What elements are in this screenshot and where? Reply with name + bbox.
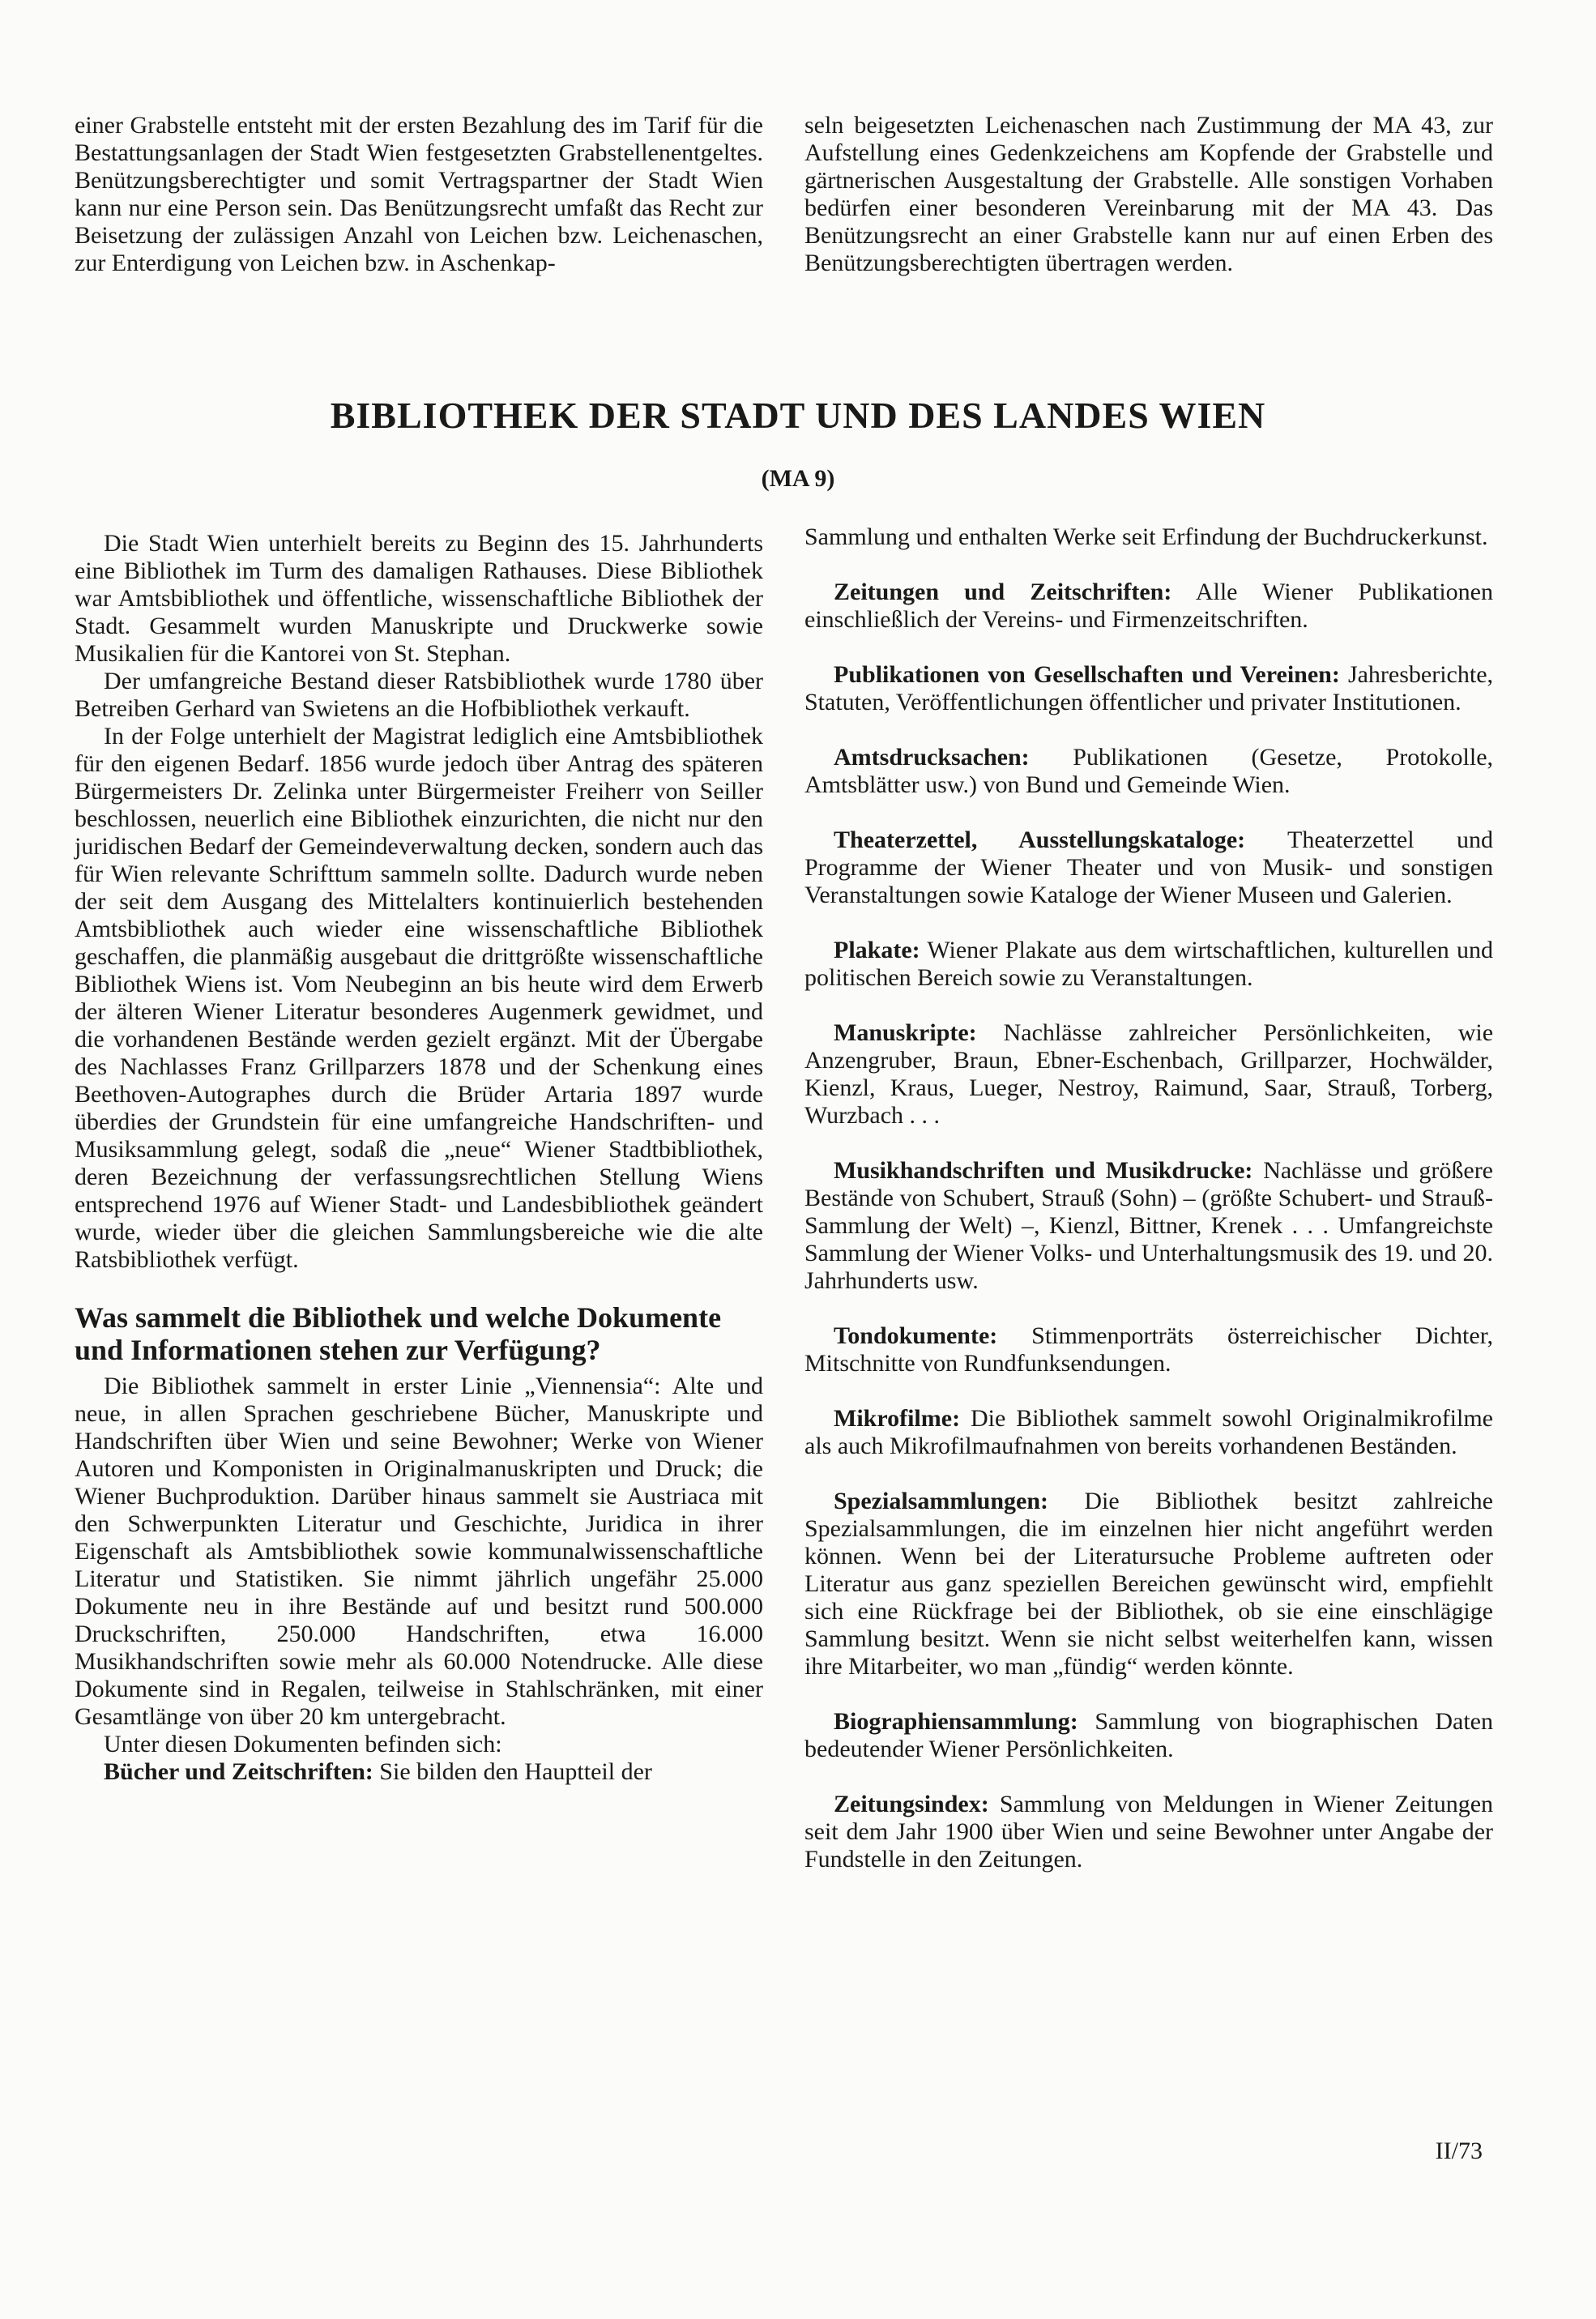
entry-books-text: Sie bilden den Hauptteil der: [379, 1758, 652, 1785]
entry-text: Publikationen (Gesetze, Protokolle, Amtsblätter usw.) von Bund und Gemeinde Wien.: [804, 744, 1494, 798]
entry-text: Stimmenporträts österreichischer Dichter, Mitschnitte von Rundfunksendungen.: [804, 1322, 1493, 1377]
section-subtitle: (MA 9): [761, 465, 835, 492]
burial-text-left: einer Grabstelle entsteht mit der ersten Bezahlung des im Tarif für die Bestattungsanlagen der Stadt Wien festgesetzten Grabstellenentgeltes. Benützungsberechtigter und somit Vertragspartner der Stadt Wien kann nur eine Person sein. Das Benützungsrecht umfaßt das Recht zur Beisetzung der zulässigen Anzahl von Leichen bzw. Leichenaschen, zur Enterdigung von Leichen bzw. in Aschenkap-: [75, 112, 763, 276]
top-left-column: [75, 112, 763, 277]
entry-text: Wiener Plakate aus dem wirtschaftlichen, kulturellen und politischen Bereich sowie zu Veranstaltungen.: [804, 937, 1493, 991]
entry-official-prints: [804, 744, 1493, 799]
entry-label: Biographiensammlung:: [834, 1708, 1078, 1735]
entry-label: Manuskripte:: [834, 1019, 977, 1046]
top-right-column: [804, 112, 1493, 277]
entry-manuscripts: [804, 1019, 1493, 1130]
entry-label: Spezialsammlungen:: [834, 1488, 1049, 1514]
entry-text: Jahresberichte, Statuten, Veröffentlichungen öffentlicher und privater Institutionen.: [804, 661, 1494, 715]
collection-paragraph: Die Bibliothek sammelt in erster Linie „Viennensia“: Alte und neue, in allen Sprachen geschriebene Bücher, Manuskripte und Handschriften über Wien und seine Bewohner; Werke von Wiener Autoren und Komponisten in Originalmanuskripten und Druck; die Wiener Buchproduktion. Darüber hinaus sammelt sie Austriaca mit den Schwerpunkten Literatur und Geschichte, Juridica in ihrer Eigenschaft als Amtsbibliothek sowie kommunalwissenschaftliche Literatur und Statistiken. Sie nimmt jährlich ungefähr 25.000 Dokumente neu in ihre Bestände auf und besitzt rund 500.000 Druckschriften, 250.000 Handschriften, etwa 16.000 Musikhandschriften sowie mehr als 60.000 Notendrucke. Alle diese Dokumente sind in Regalen, teilweise in Stahlschränken, mit einer Gesamtlänge von über 20 km untergebracht.: [75, 1373, 763, 1730]
entry-label: Plakate:: [834, 937, 920, 963]
burial-text-right: seln beigesetzten Leichenaschen nach Zustimmung der MA 43, zur Aufstellung eines Gedenkzeichens am Kopfende der Grabstelle und gärtnerischen Ausgestaltung der Grabstelle. Alle sonstigen Vorhaben bedürfen einer besonderen Vereinbarung mit der MA 43. Das Benützungsrecht an einer Grabstelle kann nur auf einen Erben des Benützungsberechtigten übertragen werden.: [804, 112, 1493, 276]
section-title: BIBLIOTHEK DER STADT UND DES LANDES WIEN: [330, 395, 1266, 436]
entry-text: Die Bibliothek sammelt sowohl Originalmikrofilme als auch Mikrofilmaufnahmen von bereits vorhandenen Beständen.: [804, 1405, 1494, 1459]
entry-label: Amtsdrucksachen:: [834, 744, 1030, 771]
entry-books-label: Bücher und Zeitschriften:: [104, 1758, 373, 1785]
history-paragraph-3: In der Folge unterhielt der Magistrat lediglich eine Amtsbibliothek für den eigenen Bedarf. 1856 wurde jedoch über Antrag des späteren Bürgermeisters Dr. Zelinka unter Bürgermeister Freiherr von Seiller beschlossen, neuerlich eine Bibliothek einzurichten, die nicht nur den juridischen Bedarf der Gemeindeverwaltung decken, sondern auch das für Wien relevante Schrifttum sammeln sollte. Dadurch wurde neben der seit dem Ausgang des Mittelalters kontinuierlich bestehenden Amtsbibliothek auch wieder eine wissenschaftliche Bibliothek geschaffen, die planmäßig ausgebaut die drittgrößte wissenschaftliche Bibliothek Wiens ist. Vom Neubeginn an bis heute wird dem Erwerb der älteren Wiener Literatur besonderes Augenmerk gewidmet, und die vorhandenen Bestände werden gezielt ergänzt. Mit der Übergabe des Nachlasses Franz Grillparzers 1878 und der Schenkung eines Beethoven-Autographes durch die Brüder Artaria 1897 wurde überdies der Grundstein für eine umfangreiche Handschriften- und Musiksammlung gelegt, sodaß die „neue“ Wiener Stadtbibliothek, deren Bezeichnung der verfassungsrechtlichen Stellung Wiens entsprechend 1976 auf Wiener Stadt- und Landesbibliothek geändert wurde, wieder über die gleichen Sammlungsbereiche wie die alte Ratsbibliothek verfügt.: [75, 723, 763, 1273]
entry-microfilm: [804, 1405, 1493, 1460]
entry-newspaper-index: [804, 1791, 1493, 1873]
entry-theater: [804, 826, 1493, 909]
history-paragraph-1: Die Stadt Wien unterhielt bereits zu Beginn des 15. Jahrhunderts eine Bibliothek im Turm des damaligen Rathauses. Diese Bibliothek war Amtsbibliothek und öffentliche, wissenschaftliche Bibliothek der Stadt. Gesammelt wurden Manuskripte und Druckwerke sowie Musikalien für die Kantorei von St. Stephan.: [75, 530, 763, 667]
entry-text: Alle Wiener Publikationen einschließlich der Vereins- und Firmenzeitschriften.: [804, 579, 1493, 633]
entry-text: Theaterzettel und Programme der Wiener Theater und von Musik- und sonstigen Veranstaltungen sowie Kataloge der Wiener Museen und Galerien.: [804, 826, 1493, 908]
entry-special: [804, 1488, 1493, 1681]
entry-publications: [804, 661, 1493, 716]
entry-text: Nachlässe zahlreicher Persönlichkeiten, wie Anzengruber, Braun, Ebner-Eschenbach, Grillparzer, Hochwälder, Kienzl, Kraus, Lueger, Nestroy, Raimund, Saar, Strauß, Torberg, Wurzbach . . .: [804, 1019, 1494, 1129]
entry-posters: [804, 937, 1493, 992]
history-paragraph-2: Der umfangreiche Bestand dieser Ratsbibliothek wurde 1780 über Betreiben Gerhard van Swietens an die Hofbibliothek verkauft.: [75, 668, 763, 722]
entry-books: [75, 1758, 763, 1786]
entry-music: [804, 1157, 1493, 1295]
documents-intro: Unter diesen Dokumenten befinden sich:: [104, 1731, 502, 1757]
entry-biographies: [804, 1708, 1493, 1763]
entry-text: Nachlässe und größere Bestände von Schubert, Strauß (Sohn) – (größte Schubert- und Strauß-Sammlung der Welt) –, Kienzl, Bittner, Krenek . . . Umfangreichste Sammlung der Wiener Volks- und Unterhaltungsmusik des 19. und 20. Jahrhunderts usw.: [804, 1157, 1493, 1294]
entry-label: Publikationen von Gesellschaften und Vereinen:: [834, 661, 1340, 688]
main-left-column: [75, 530, 763, 1786]
entry-books-continued: Sammlung und enthalten Werke seit Erfindung der Buchdruckerkunst.: [804, 523, 1488, 550]
entry-label: Theaterzettel, Ausstellungskataloge:: [834, 826, 1246, 853]
entry-label: Mikrofilme:: [834, 1405, 961, 1432]
entry-label: Zeitungsindex:: [834, 1791, 989, 1817]
entry-audio: [804, 1322, 1493, 1377]
entry-label: Zeitungen und Zeitschriften:: [834, 579, 1172, 605]
entry-newspapers: [804, 579, 1493, 634]
entry-text: Sammlung von biographischen Daten bedeutender Wiener Persönlichkeiten.: [804, 1708, 1493, 1762]
entry-label: Tondokumente:: [834, 1322, 998, 1349]
entry-text: Die Bibliothek besitzt zahlreiche Spezialsammlungen, die im einzelnen hier nicht angeführt werden können. Wenn bei der Literatursuche Probleme auftreten oder Literatur aus ganz speziellen Bereichen gewünscht wird, empfiehlt sich eine Rückfrage bei der Bibliothek, ob sie eine einschlägige Sammlung besitzt. Wenn sie nicht selbst weiterhelfen kann, wissen ihre Mitarbeiter, wo man „fündig“ werden könnte.: [804, 1488, 1493, 1680]
collection-heading: Was sammelt die Bibliothek und welche Dokumente und Informationen stehen zur Verfügung?: [75, 1301, 722, 1366]
entry-text: Sammlung von Meldungen in Wiener Zeitungen seit dem Jahr 1900 über Wien und seine Bewohner unter Angabe der Fundstelle in den Zeitungen.: [804, 1791, 1494, 1873]
entry-label: Musikhandschriften und Musikdrucke:: [834, 1157, 1253, 1184]
page-number: II/73: [1435, 2137, 1483, 2164]
main-right-column: [804, 523, 1493, 1901]
